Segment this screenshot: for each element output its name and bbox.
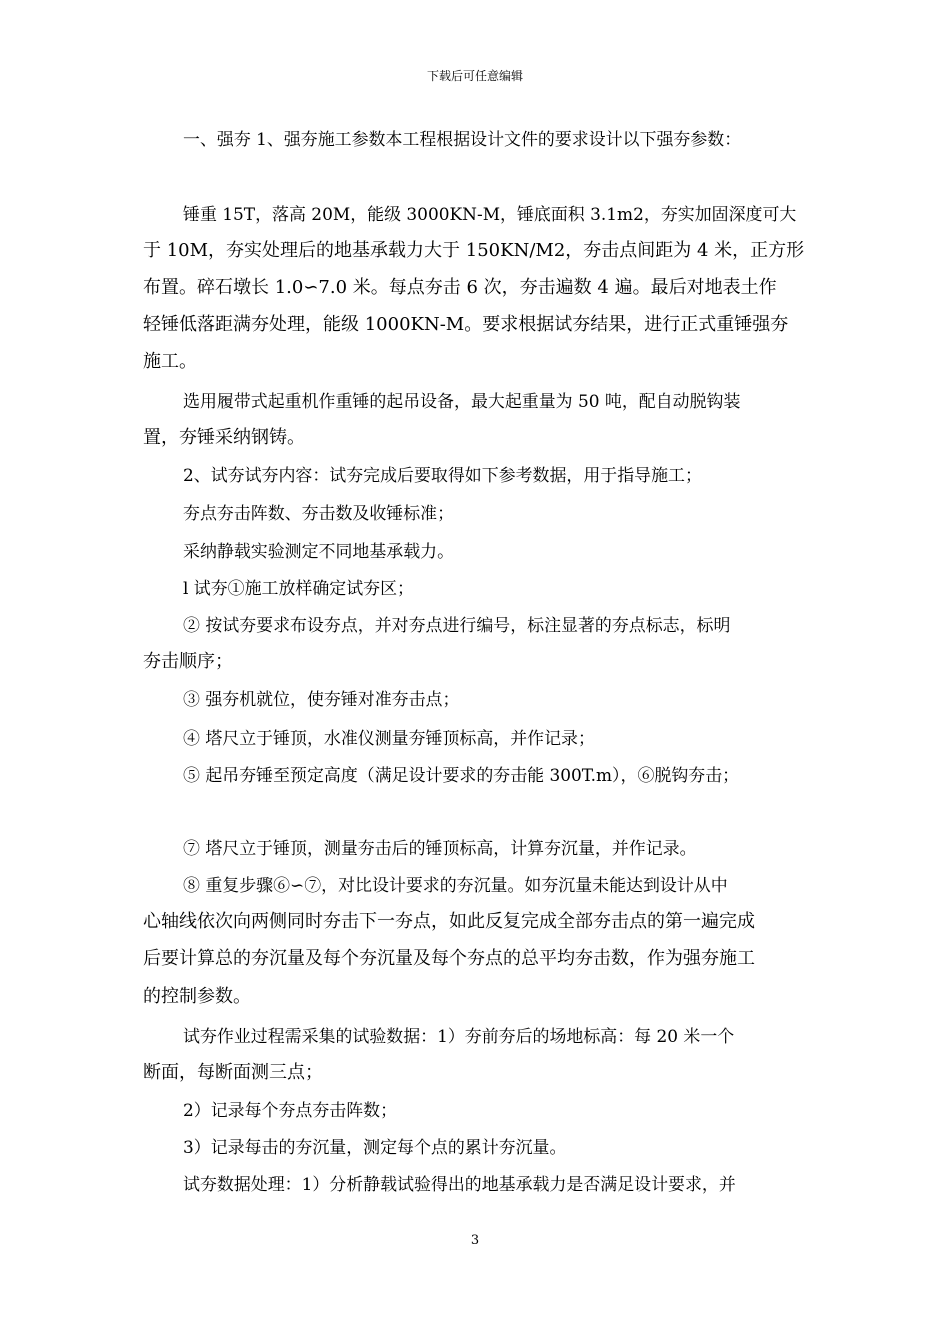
paragraph-line: 试夯作业过程需采集的试验数据：1）夯前夯后的场地标高：每 20 米一个 xyxy=(183,1026,735,1046)
paragraph-line: ② 按试夯要求布设夯点，并对夯点进行编号，标注显著的夯点标志，标明 xyxy=(183,615,731,635)
paragraph-line: 布置。碎石墩长 1.0∽7.0 米。每点夯击 6 次，夯击遍数 4 遍。最后对地表土作 xyxy=(143,277,777,298)
paragraph-line: 轻锤低落距满夯处理，能级 1000KN-M。要求根据试夯结果，进行正式重锤强夯 xyxy=(143,314,789,335)
paragraph-line: 试夯数据处理：1）分析静载试验得出的地基承载力是否满足设计要求，并 xyxy=(183,1174,736,1194)
paragraph-line: 锤重 15T，落高 20M，能级 3000KN-M，锤底面积 3.1m2，夯实加固深度可大 xyxy=(183,204,797,224)
paragraph-line: 2、试夯试夯内容：试夯完成后要取得如下参考数据，用于指导施工； xyxy=(183,465,702,485)
paragraph-line: 施工。 xyxy=(143,351,197,372)
paragraph-line: 2）记录每个夯点夯击阵数； xyxy=(183,1100,398,1120)
page-number: 3 xyxy=(470,1233,480,1248)
page-header: 下载后可任意编辑 xyxy=(426,69,523,83)
paragraph-line: 3）记录每击的夯沉量，测定每个点的累计夯沉量。 xyxy=(183,1137,567,1157)
paragraph-line: ⑦ 塔尺立于锤顶，测量夯击后的锤顶标高，计算夯沉量，并作记录。 xyxy=(183,838,697,858)
paragraph-line: 选用履带式起重机作重锤的起吊设备，最大起重量为 50 吨，配自动脱钩装 xyxy=(183,391,741,411)
paragraph-line: ③ 强夯机就位，使夯锤对准夯击点； xyxy=(183,689,460,709)
paragraph-line: 夯击顺序； xyxy=(143,651,233,672)
paragraph-line: 夯点夯击阵数、夯击数及收锤标准； xyxy=(183,503,454,523)
paragraph-line: 采纳静载实验测定不同地基承载力。 xyxy=(183,541,454,561)
paragraph-line: ④ 塔尺立于锤顶，水准仪测量夯锤顶标高，并作记录； xyxy=(183,728,595,748)
paragraph-line: l 试夯①施工放样确定试夯区； xyxy=(183,578,414,598)
paragraph-line: 心轴线依次向两侧同时夯击下一夯点，如此反复完成全部夯击点的第一遍完成 xyxy=(143,911,755,932)
paragraph-line: 置，夯锤采纳钢铸。 xyxy=(143,427,305,448)
paragraph-line: 的控制参数。 xyxy=(143,986,251,1007)
paragraph-line: 于 10M，夯实处理后的地基承载力大于 150KN/M2，夯击点间距为 4 米，正方形 xyxy=(143,240,805,261)
paragraph-line: ⑧ 重复步骤⑥∽⑦，对比设计要求的夯沉量。如夯沉量未能达到设计从中 xyxy=(183,875,728,895)
paragraph-line: 断面，每断面测三点； xyxy=(143,1062,323,1083)
paragraph-line: 后要计算总的夯沉量及每个夯沉量及每个夯点的总平均夯击数，作为强夯施工 xyxy=(143,948,755,969)
paragraph-line: 一、强夯 1、强夯施工参数本工程根据设计文件的要求设计以下强夯参数： xyxy=(183,129,742,149)
paragraph-line: ⑤ 起吊夯锤至预定高度（满足设计要求的夯击能 300T.m），⑥脱钩夯击； xyxy=(183,765,740,785)
